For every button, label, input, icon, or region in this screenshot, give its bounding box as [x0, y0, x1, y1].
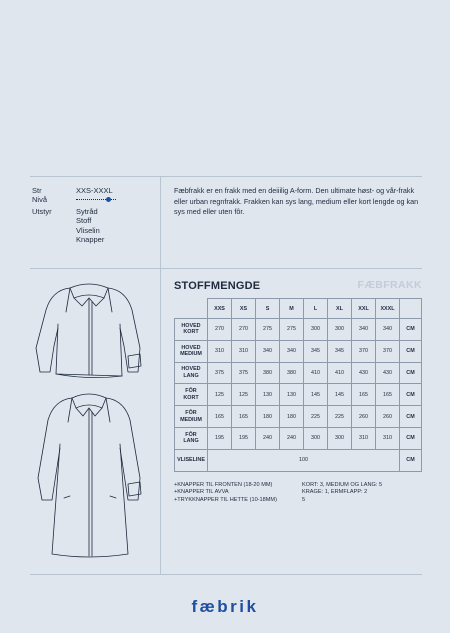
table-cell: 145	[328, 384, 352, 406]
table-cell: 300	[328, 319, 352, 341]
size-header: XXXL	[376, 299, 400, 319]
size-header: XXL	[352, 299, 376, 319]
note-line: 5	[302, 496, 306, 503]
table-cell: 340	[376, 319, 400, 341]
table-cell: 180	[280, 406, 304, 428]
table-cell: 310	[376, 427, 400, 449]
size-header: M	[280, 299, 304, 319]
note-line: KRAGE: 1, ERMFLAPP: 2	[302, 489, 368, 496]
table-cell: 410	[328, 362, 352, 384]
unit-cell: CM	[400, 340, 422, 362]
table-cell: 430	[376, 362, 400, 384]
table-cell: 340	[352, 319, 376, 341]
interfacing-row	[175, 449, 422, 471]
table-cell: 145	[304, 384, 328, 406]
table-row	[175, 319, 422, 341]
supplies-label: Utstyr	[32, 206, 52, 216]
table-cell: 345	[328, 340, 352, 362]
table-cell: 275	[280, 319, 304, 341]
table-row	[175, 406, 422, 428]
table-cell: 225	[328, 406, 352, 428]
table-cell: 240	[280, 427, 304, 449]
supply-item: Vliselin	[76, 225, 100, 235]
table-cell: 270	[232, 319, 256, 341]
table-cell: 225	[304, 406, 328, 428]
table-cell: 165	[232, 406, 256, 428]
table-cell: 165	[208, 406, 232, 428]
unit-cell: CM	[400, 427, 422, 449]
size-header: XXS	[208, 299, 232, 319]
size-header: S	[256, 299, 280, 319]
table-cell: 100	[208, 449, 400, 471]
table-cell: 410	[304, 362, 328, 384]
brand-logo: fæbrik	[191, 597, 259, 616]
table-row	[175, 340, 422, 362]
table-cell: 125	[208, 384, 232, 406]
difficulty-level-knob	[106, 197, 111, 202]
table-header-row	[175, 299, 422, 319]
size-label: Str	[32, 186, 42, 195]
note-line: +KNAPPER TIL AVVA	[174, 489, 229, 496]
notions-notes	[174, 482, 382, 504]
pattern-name-watermark: FÆBFRAKK	[357, 279, 422, 291]
table-cell: 180	[256, 406, 280, 428]
fabric-requirement-table	[174, 298, 422, 472]
top-rule	[30, 176, 422, 177]
table-cell: 300	[328, 427, 352, 449]
pattern-description: Fæbfrakk er en frakk med en deiiilig A-form. Den ultimate høst- og vår-frakk eller urban regnfrakk. Frakken kan sys lang, medium eller kort lengde og kan sys med eller uten fôr.	[174, 186, 419, 217]
table-cell: 260	[376, 406, 400, 428]
table-cell: 165	[376, 384, 400, 406]
table-row	[175, 384, 422, 406]
column-divider	[160, 176, 161, 574]
table-cell: 240	[256, 427, 280, 449]
size-header: XS	[232, 299, 256, 319]
row-label: FÔR LANG	[175, 427, 208, 449]
table-cell: 310	[208, 340, 232, 362]
level-label: Nivå	[32, 195, 48, 205]
size-value: XXS-XXXL	[76, 186, 113, 195]
supply-item: Knapper	[76, 235, 105, 245]
table-row	[175, 427, 422, 449]
size-header: L	[304, 299, 328, 319]
table-cell: 130	[256, 384, 280, 406]
table-cell: 130	[280, 384, 304, 406]
table-cell: 275	[256, 319, 280, 341]
bottom-rule	[30, 574, 422, 575]
note-line: +TRYKKNAPPER TIL HETTE (10-18MM)	[174, 496, 277, 503]
table-cell: 300	[304, 319, 328, 341]
table-cell: 375	[208, 362, 232, 384]
row-label: HOVED LANG	[175, 362, 208, 384]
table-cell: 260	[352, 406, 376, 428]
size-header: XL	[328, 299, 352, 319]
unit-cell: CM	[400, 406, 422, 428]
row-label: HOVED KORT	[175, 319, 208, 341]
long-coat-illustration	[30, 388, 148, 564]
table-cell: 300	[304, 427, 328, 449]
table-cell: 340	[280, 340, 304, 362]
table-cell: 380	[256, 362, 280, 384]
note-line: +KNAPPER TIL FRONTEN (18-20 MM)	[174, 482, 273, 488]
supply-item: Sytråd	[76, 206, 98, 216]
table-cell: 125	[232, 384, 256, 406]
table-cell: 340	[256, 340, 280, 362]
table-cell: 370	[376, 340, 400, 362]
short-jacket-illustration	[30, 276, 148, 388]
supply-item: Stoff	[76, 216, 92, 226]
row-label: FÔR KORT	[175, 384, 208, 406]
table-cell: 195	[208, 427, 232, 449]
table-cell: 310	[352, 427, 376, 449]
unit-cell: CM	[400, 362, 422, 384]
note-line: KORT: 3, MEDIUM OG LANG: 5	[302, 482, 383, 488]
table-cell: 345	[304, 340, 328, 362]
table-cell: 370	[352, 340, 376, 362]
pattern-specs	[32, 186, 116, 244]
row-label: FÔR MEDIUM	[175, 406, 208, 428]
table-cell: 165	[352, 384, 376, 406]
table-cell: 380	[280, 362, 304, 384]
size-row	[32, 186, 116, 195]
table-cell: 270	[208, 319, 232, 341]
table-cell: 195	[232, 427, 256, 449]
table-row	[175, 362, 422, 384]
unit-cell: CM	[400, 449, 422, 471]
table-title: STOFFMENGDE	[174, 280, 261, 292]
difficulty-level-indicator	[76, 195, 116, 204]
table-cell: 375	[232, 362, 256, 384]
table-cell: 430	[352, 362, 376, 384]
supplies-row	[32, 207, 116, 245]
unit-cell: CM	[400, 384, 422, 406]
level-row	[32, 195, 116, 206]
middle-rule	[30, 268, 422, 269]
unit-cell: CM	[400, 319, 422, 341]
table-cell: 310	[232, 340, 256, 362]
row-label: VLISELINE	[175, 449, 208, 471]
row-label: HOVED MEDIUM	[175, 340, 208, 362]
